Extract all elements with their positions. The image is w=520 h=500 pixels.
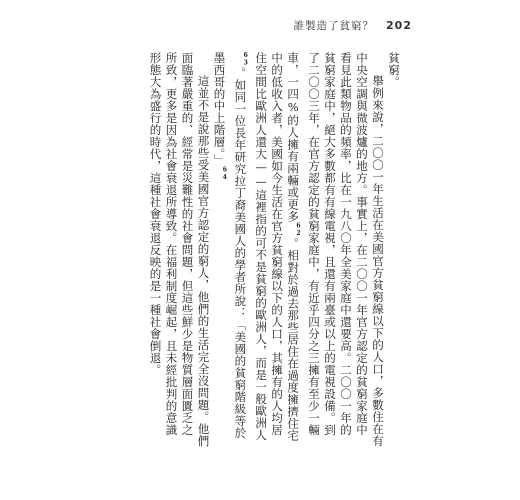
- running-header: [294, 18, 412, 33]
- footnote-mark: 63: [242, 52, 250, 67]
- paragraph-2: [212, 52, 386, 447]
- paragraph-text: 貧窮。: [387, 52, 401, 88]
- paragraph-text: 。如同一位長年研究拉丁裔美國人的學者所說：「美國的貧窮階級等於墨西哥的中上階層。」: [212, 52, 248, 439]
- paragraph-text: 舉例來說，二〇〇一年生活在美國官方貧窮線以下的人口，多數住在有中央空調與微波爐的地方。事實上，在二〇〇一年官方認定的貧窮家庭中看見此類物品的頻率，比在一九八〇年全美家庭中還要高。二〇〇一年的貧窮家庭中，絕大多數都有有線電視，且還有兩臺或以上的電視設備。到了二〇〇三年，在官方認定的貧窮家庭中，有近乎四分之三擁有至少一輛車，一四%的人擁有兩輛或更多: [286, 52, 385, 447]
- paragraph-text: 這並不是說那些受美國官方認定的窮人，他們的生活完全沒問題。他們面臨著嚴重的、經常是災難性的社會問題，但這些鮮少是物質層面匱乏之所致，更多是因為社會衰退所導致。在福利制度崛起，且未經批判的意識形態大為盛行的時代，這種社會衰退反映的是一種社會倒退。: [148, 52, 211, 447]
- page-number: 202: [386, 19, 412, 32]
- paragraph-text: 。相對於過去那些居住在過度擁擠住宅中的低收入者，美國如今生活在官方貧窮線以下的人口，其擁有的人均居住空間比歐洲人還大——這裡指的可不是貧窮的歐洲人，而是一般歐洲人: [254, 52, 301, 442]
- paragraph-1: [386, 52, 402, 447]
- running-title: 誰製造了貧窮？: [293, 20, 375, 32]
- footnote-mark: 64: [221, 166, 229, 182]
- paragraph-3: [148, 52, 212, 447]
- footnote-mark: 62: [295, 222, 302, 238]
- body-text: [140, 52, 402, 447]
